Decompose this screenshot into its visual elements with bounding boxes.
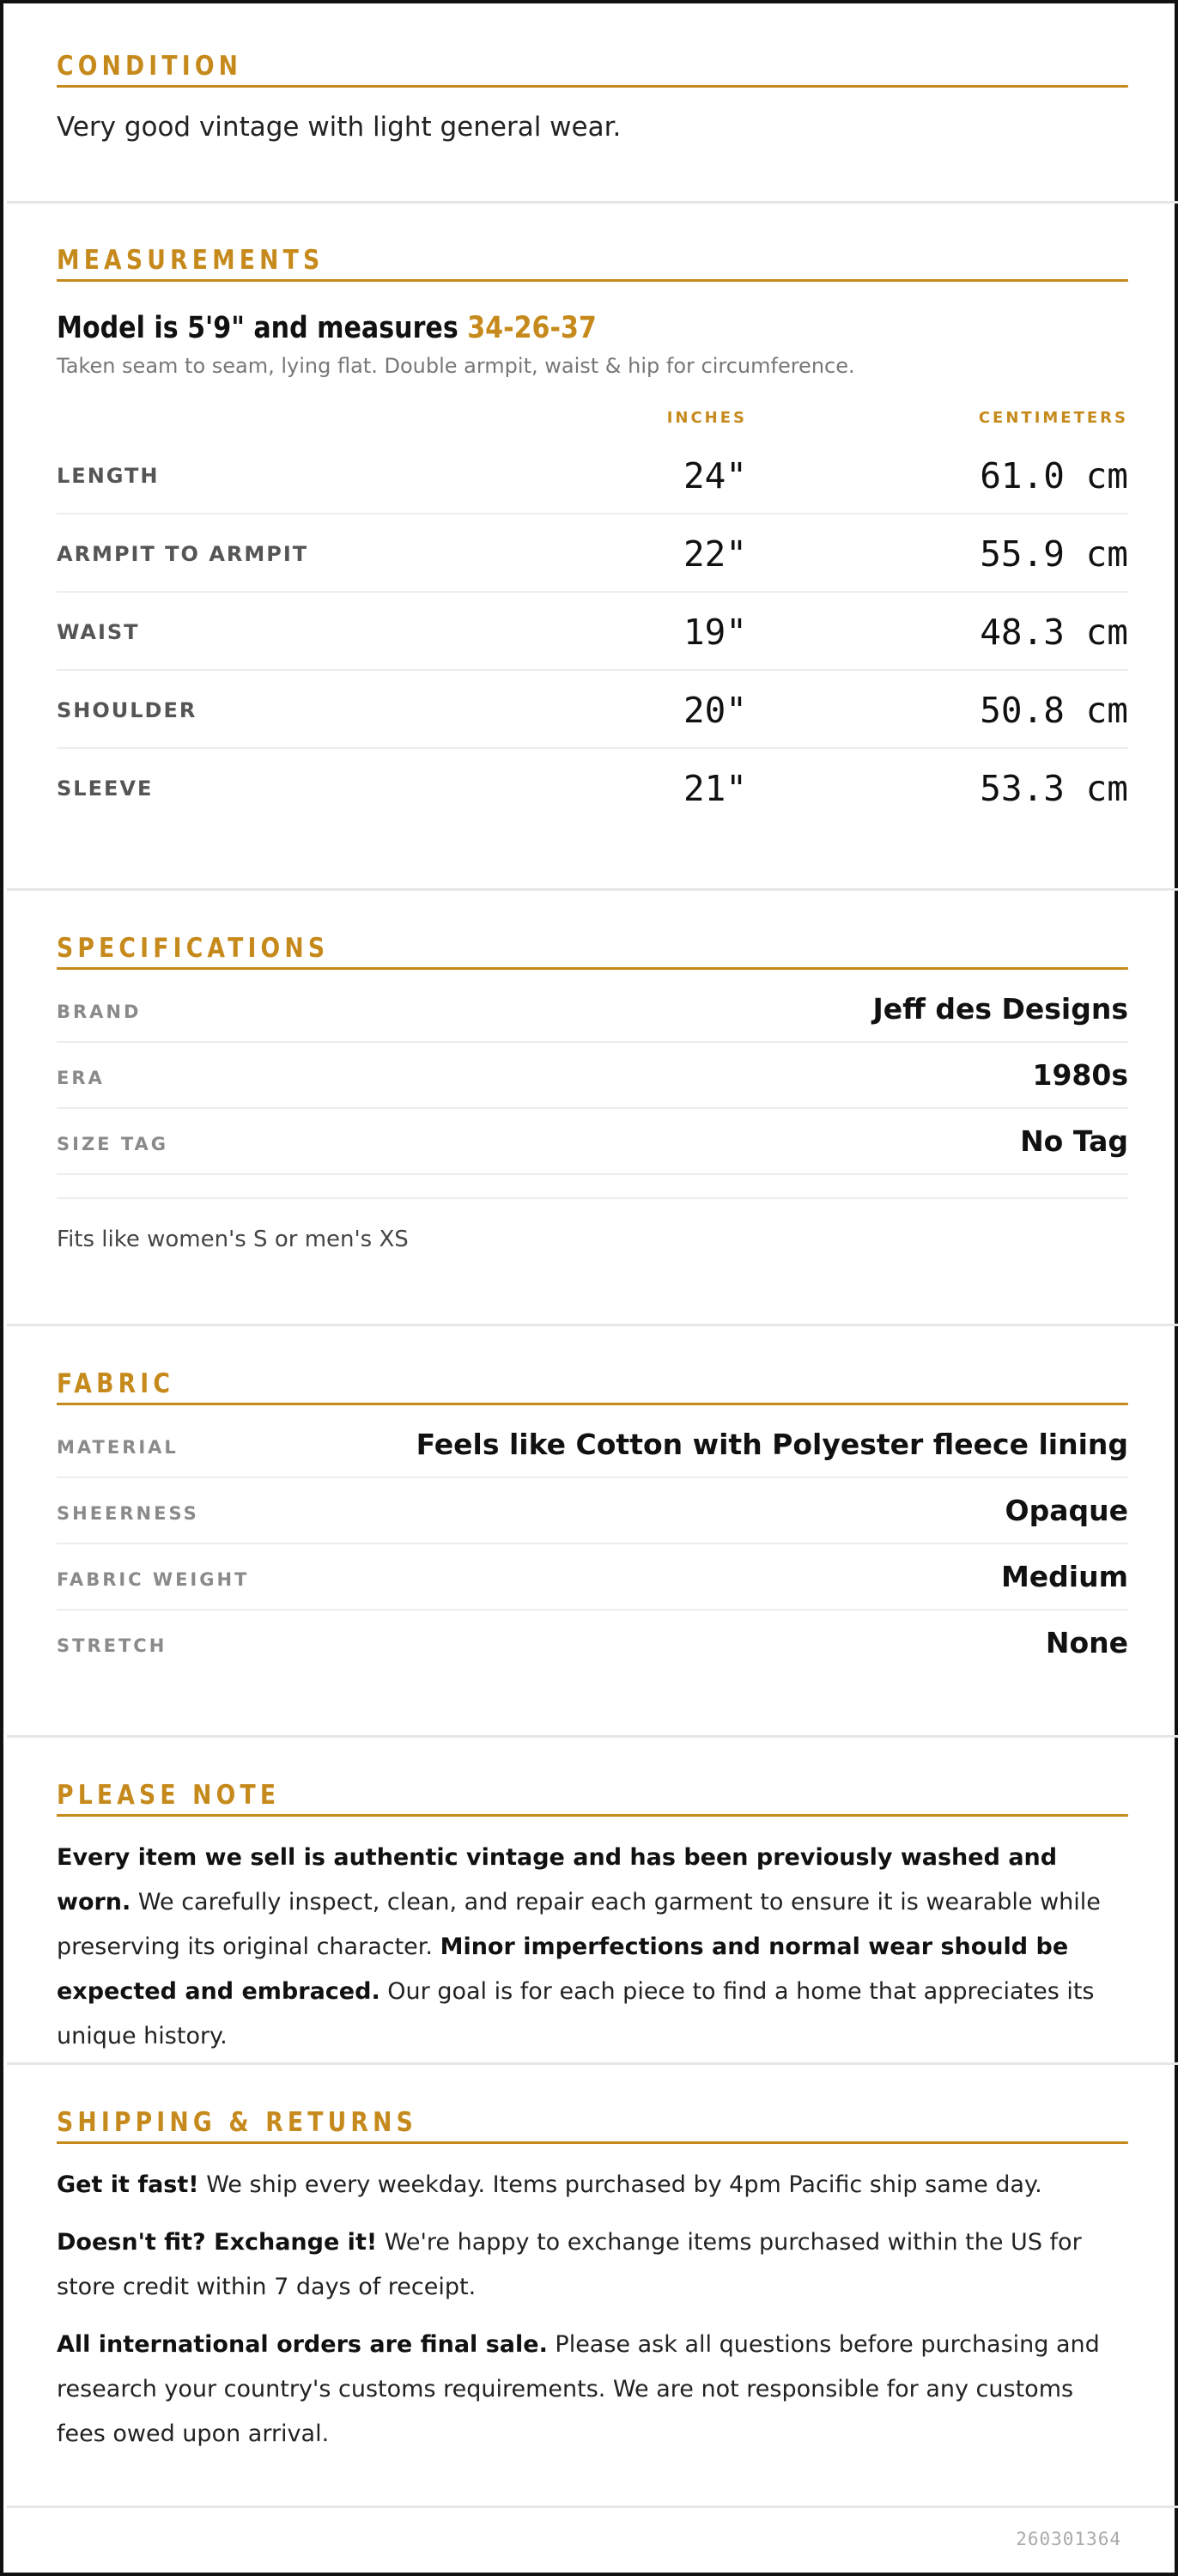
product-id: 260301364 [1016,2529,1121,2549]
fabric-row-weight [57,1544,1128,1611]
specifications-section [7,891,1178,1326]
shipping-bold-2: Doesn't fit? Exchange it! [57,2229,378,2256]
measurement-row-shoulder [57,671,1128,749]
fabric-title: FABRIC [57,1362,1128,1405]
fabric-label: SHEERNESS [57,1503,199,1524]
fabric-label: MATERIAL [57,1437,179,1458]
measurement-header [57,393,1128,436]
please-note-title: PLEASE NOTE [57,1774,1128,1817]
fabric-value: Medium [1000,1560,1128,1593]
measurement-inches: 24" [683,455,747,496]
measurement-cm: 53.3 cm [980,768,1128,809]
measurement-label: LENGTH [57,464,160,488]
note-bold-2: Minor imperfections and normal wear should be expected and embraced. [57,1934,1069,2005]
measurement-inches: 22" [683,533,747,575]
condition-section [7,3,1178,204]
measurement-row-waist [57,593,1128,671]
fabric-value: Opaque [1005,1494,1128,1527]
measurement-row-length [57,436,1128,515]
shipping-text-2: We're happy to exchange items purchased within the US for store credit within 7 days of receipt. [57,2229,1082,2300]
fabric-value: Feels like Cotton with Polyester fleece lining [416,1428,1128,1461]
spec-row-brand [57,977,1128,1043]
measurement-note: Taken seam to seam, lying flat. Double armpit, waist & hip for circumference. [57,354,855,378]
fabric-label: STRETCH [57,1635,167,1656]
please-note-text [57,1836,1128,2059]
measurement-label: SLEEVE [57,776,154,801]
shipping-text-3: Please ask all questions before purchasing and research your country's customs requirements. We are not responsible for any customs fees owed upon arrival. [57,2331,1100,2447]
shipping-paragraph-3 [57,2323,1128,2457]
measurement-label: WAIST [57,620,140,644]
condition-text: Very good vintage with light general wear. [57,112,622,143]
measurement-cm: 55.9 cm [980,533,1128,575]
spec-label: BRAND [57,1002,142,1022]
measurements-section [7,204,1178,891]
centimeters-column-header: CENTIMETERS [978,409,1128,427]
fabric-label: FABRIC WEIGHT [57,1569,250,1590]
specifications-title: SPECIFICATIONS [57,927,1128,970]
model-measures: 34-26-37 [467,311,597,345]
inches-column-header: INCHES [666,409,747,427]
shipping-paragraph-2 [57,2220,1128,2310]
measurement-inches: 21" [683,768,747,809]
shipping-bold-1: Get it fast! [57,2171,199,2198]
fabric-section [7,1326,1178,1738]
fabric-row-sheerness [57,1478,1128,1544]
spec-value: No Tag [1020,1124,1128,1158]
spec-row-size-tag [57,1109,1128,1175]
shipping-bold-3: All international orders are final sale. [57,2331,548,2358]
note-bold-1: Every item we sell is authentic vintage and has been previously washed and worn. [57,1844,1058,1915]
model-info [57,311,978,345]
measurement-row-sleeve [57,749,1128,827]
measurement-row-armpit [57,515,1128,593]
measurement-label: ARMPIT TO ARMPIT [57,542,309,566]
shipping-text-1: We ship every weekday. Items purchased by 4pm Pacific ship same day. [198,2171,1042,2198]
model-prefix: Model is 5'9" and measures [57,311,468,345]
shipping-text [57,2163,1128,2457]
measurement-cm: 61.0 cm [980,455,1128,496]
fabric-row-stretch [57,1611,1128,1677]
fabric-value: None [1045,1626,1128,1659]
fabric-list [57,1412,1128,1677]
shipping-paragraph-1 [57,2163,1128,2208]
note-text-2: Our goal is for each piece to find a home that appreciates its unique history. [57,1978,1095,2049]
measurement-table [57,436,1128,827]
spec-value: Jeff des Designs [872,992,1128,1026]
fit-note: Fits like women's S or men's XS [57,1227,409,1252]
spec-label: ERA [57,1068,105,1088]
measurements-title: MEASUREMENTS [57,239,1128,282]
condition-title: CONDITION [57,45,1128,88]
measurement-inches: 20" [683,690,747,731]
fabric-row-material [57,1412,1128,1478]
please-note-section [7,1738,1178,2065]
spec-label: SIZE TAG [57,1134,169,1154]
shipping-section [7,2065,1178,2508]
spec-row-era [57,1043,1128,1109]
measurement-cm: 48.3 cm [980,612,1128,653]
shipping-title: SHIPPING & RETURNS [57,2101,1128,2144]
spec-value: 1980s [1032,1058,1128,1092]
measurement-inches: 19" [683,612,747,653]
note-text-1: We carefully inspect, clean, and repair each garment to ensure it is wearable while preserving its original character. [57,1889,1101,1960]
measurement-label: SHOULDER [57,698,197,722]
specifications-list [57,977,1128,1175]
measurement-cm: 50.8 cm [980,690,1128,731]
